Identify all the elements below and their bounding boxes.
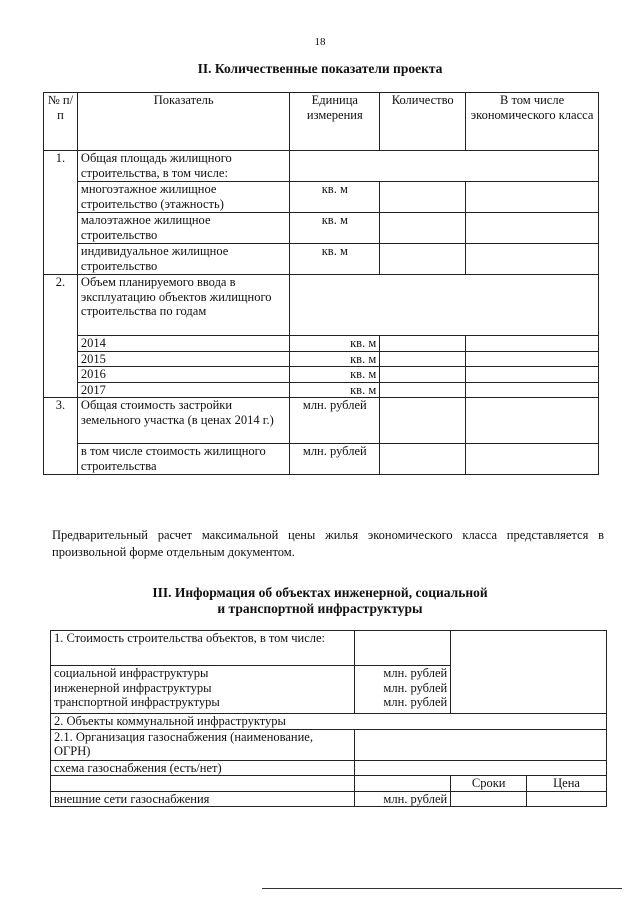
unit-cell: кв. м bbox=[290, 351, 380, 367]
econ-cell bbox=[466, 336, 599, 352]
table-row bbox=[44, 336, 599, 352]
unit-cell: млн. рублей bbox=[383, 666, 448, 680]
table-row bbox=[44, 213, 599, 244]
infrastructure-table bbox=[50, 630, 607, 807]
quantity-cell bbox=[380, 351, 466, 367]
quantity-cell bbox=[380, 336, 466, 352]
transport-infrastructure-label: транспортной инфраструктуры bbox=[54, 695, 220, 709]
year-label: 2014 bbox=[77, 336, 289, 352]
quantity-cell bbox=[380, 182, 466, 213]
empty-cell bbox=[355, 631, 451, 666]
quantity-cell bbox=[380, 244, 466, 275]
indicator-label: Объем планируемого ввода в эксплуатацию объектов жилищного строительства по годам bbox=[77, 275, 289, 336]
quantity-cell bbox=[380, 382, 466, 398]
footer-divider bbox=[262, 888, 622, 889]
social-infrastructure-label: социальной инфраструктуры bbox=[54, 666, 209, 680]
external-gas-networks-label: внешние сети газоснабжения bbox=[51, 791, 355, 807]
header-num: № п/п bbox=[44, 93, 78, 151]
table-row bbox=[44, 182, 599, 213]
empty-cell bbox=[355, 729, 607, 760]
quantity-cell bbox=[380, 213, 466, 244]
unit-cell: млн. рублей bbox=[290, 398, 380, 444]
quantity-cell bbox=[380, 398, 466, 444]
empty-cell bbox=[355, 760, 607, 776]
unit-cell: млн. рублей bbox=[290, 444, 380, 475]
year-label: 2017 bbox=[77, 382, 289, 398]
construction-cost-label: 1. Стоимость строительства объектов, в том числе: bbox=[51, 631, 355, 666]
infrastructure-units bbox=[355, 666, 451, 714]
econ-cell bbox=[466, 398, 599, 444]
unit-cell: кв. м bbox=[290, 336, 380, 352]
infrastructure-items bbox=[51, 666, 355, 714]
price-calculation-note: Предварительный расчет максимальной цены жилья экономического класса представляется в произвольной форме отдельным документом. bbox=[52, 528, 604, 559]
price-header: Цена bbox=[527, 776, 607, 792]
econ-cell bbox=[466, 382, 599, 398]
table-row bbox=[44, 151, 599, 182]
econ-cell bbox=[466, 244, 599, 275]
terms-header: Сроки bbox=[451, 776, 527, 792]
empty-cell bbox=[290, 151, 599, 182]
table-row bbox=[44, 382, 599, 398]
table-row bbox=[51, 631, 607, 666]
unit-cell: млн. рублей bbox=[383, 680, 448, 695]
section-3-title-line2: и транспортной инфраструктуры bbox=[217, 601, 423, 616]
indicator-sub-label: в том числе стоимость жилищного строительства bbox=[77, 444, 289, 475]
indicator-sub-label: малоэтажное жилищное строительство bbox=[77, 213, 289, 244]
indicator-label: Общая площадь жилищного строительства, в том числе: bbox=[77, 151, 289, 182]
table-row bbox=[51, 791, 607, 807]
row-number: 3. bbox=[44, 398, 78, 475]
unit-cell: млн. рублей bbox=[355, 791, 451, 807]
unit-cell: кв. м bbox=[290, 182, 380, 213]
header-quantity: Количество bbox=[380, 93, 466, 151]
year-label: 2015 bbox=[77, 351, 289, 367]
quantitative-indicators-table bbox=[43, 92, 599, 475]
header-indicator: Показатель bbox=[77, 93, 289, 151]
gas-scheme-label: схема газоснабжения (есть/нет) bbox=[51, 760, 355, 776]
table-row bbox=[51, 714, 607, 730]
utility-objects-label: 2. Объекты коммунальной инфраструктуры bbox=[51, 714, 607, 730]
unit-cell: кв. м bbox=[290, 367, 380, 383]
year-label: 2016 bbox=[77, 367, 289, 383]
row-number: 2. bbox=[44, 275, 78, 398]
indicator-sub-label: многоэтажное жилищное строительство (этажность) bbox=[77, 182, 289, 213]
terms-cell bbox=[451, 791, 527, 807]
table-row bbox=[51, 776, 607, 792]
econ-cell bbox=[466, 182, 599, 213]
table-row bbox=[51, 760, 607, 776]
unit-cell: млн. рублей bbox=[383, 695, 448, 709]
indicator-label: Общая стоимость застройки земельного участка (в ценах 2014 г.) bbox=[77, 398, 289, 444]
table-row bbox=[44, 275, 599, 336]
header-unit: Единица измерения bbox=[290, 93, 380, 151]
section-2-title: II. Количественные показатели проекта bbox=[197, 61, 443, 76]
row-number: 1. bbox=[44, 151, 78, 275]
table-row bbox=[44, 351, 599, 367]
section-3-title-line1: III. Информация об объектах инженерной, социальной bbox=[152, 585, 488, 600]
page-number: 18 bbox=[314, 36, 326, 48]
table-row bbox=[44, 367, 599, 383]
empty-cell bbox=[290, 275, 599, 336]
unit-cell: кв. м bbox=[290, 244, 380, 275]
quantity-cell bbox=[380, 444, 466, 475]
header-econ-class: В том числе экономического класса bbox=[466, 93, 599, 151]
price-cell bbox=[527, 791, 607, 807]
indicator-sub-label: индивидуальное жилищное строительство bbox=[77, 244, 289, 275]
empty-cell bbox=[51, 776, 355, 792]
econ-cell bbox=[466, 213, 599, 244]
table-header-row bbox=[44, 93, 599, 151]
gas-organization-label: 2.1. Организация газоснабжения (наименование, ОГРН) bbox=[51, 729, 355, 760]
table-row bbox=[51, 729, 607, 760]
section-3-title bbox=[0, 585, 640, 617]
unit-cell: кв. м bbox=[290, 382, 380, 398]
econ-cell bbox=[466, 351, 599, 367]
empty-cell bbox=[355, 776, 451, 792]
econ-cell bbox=[466, 367, 599, 383]
empty-cell bbox=[451, 631, 607, 714]
table-row bbox=[44, 244, 599, 275]
engineering-infrastructure-label: инженерной инфраструктуры bbox=[54, 680, 212, 695]
econ-cell bbox=[466, 444, 599, 475]
quantity-cell bbox=[380, 367, 466, 383]
table-row bbox=[44, 398, 599, 444]
unit-cell: кв. м bbox=[290, 213, 380, 244]
table-row bbox=[44, 444, 599, 475]
